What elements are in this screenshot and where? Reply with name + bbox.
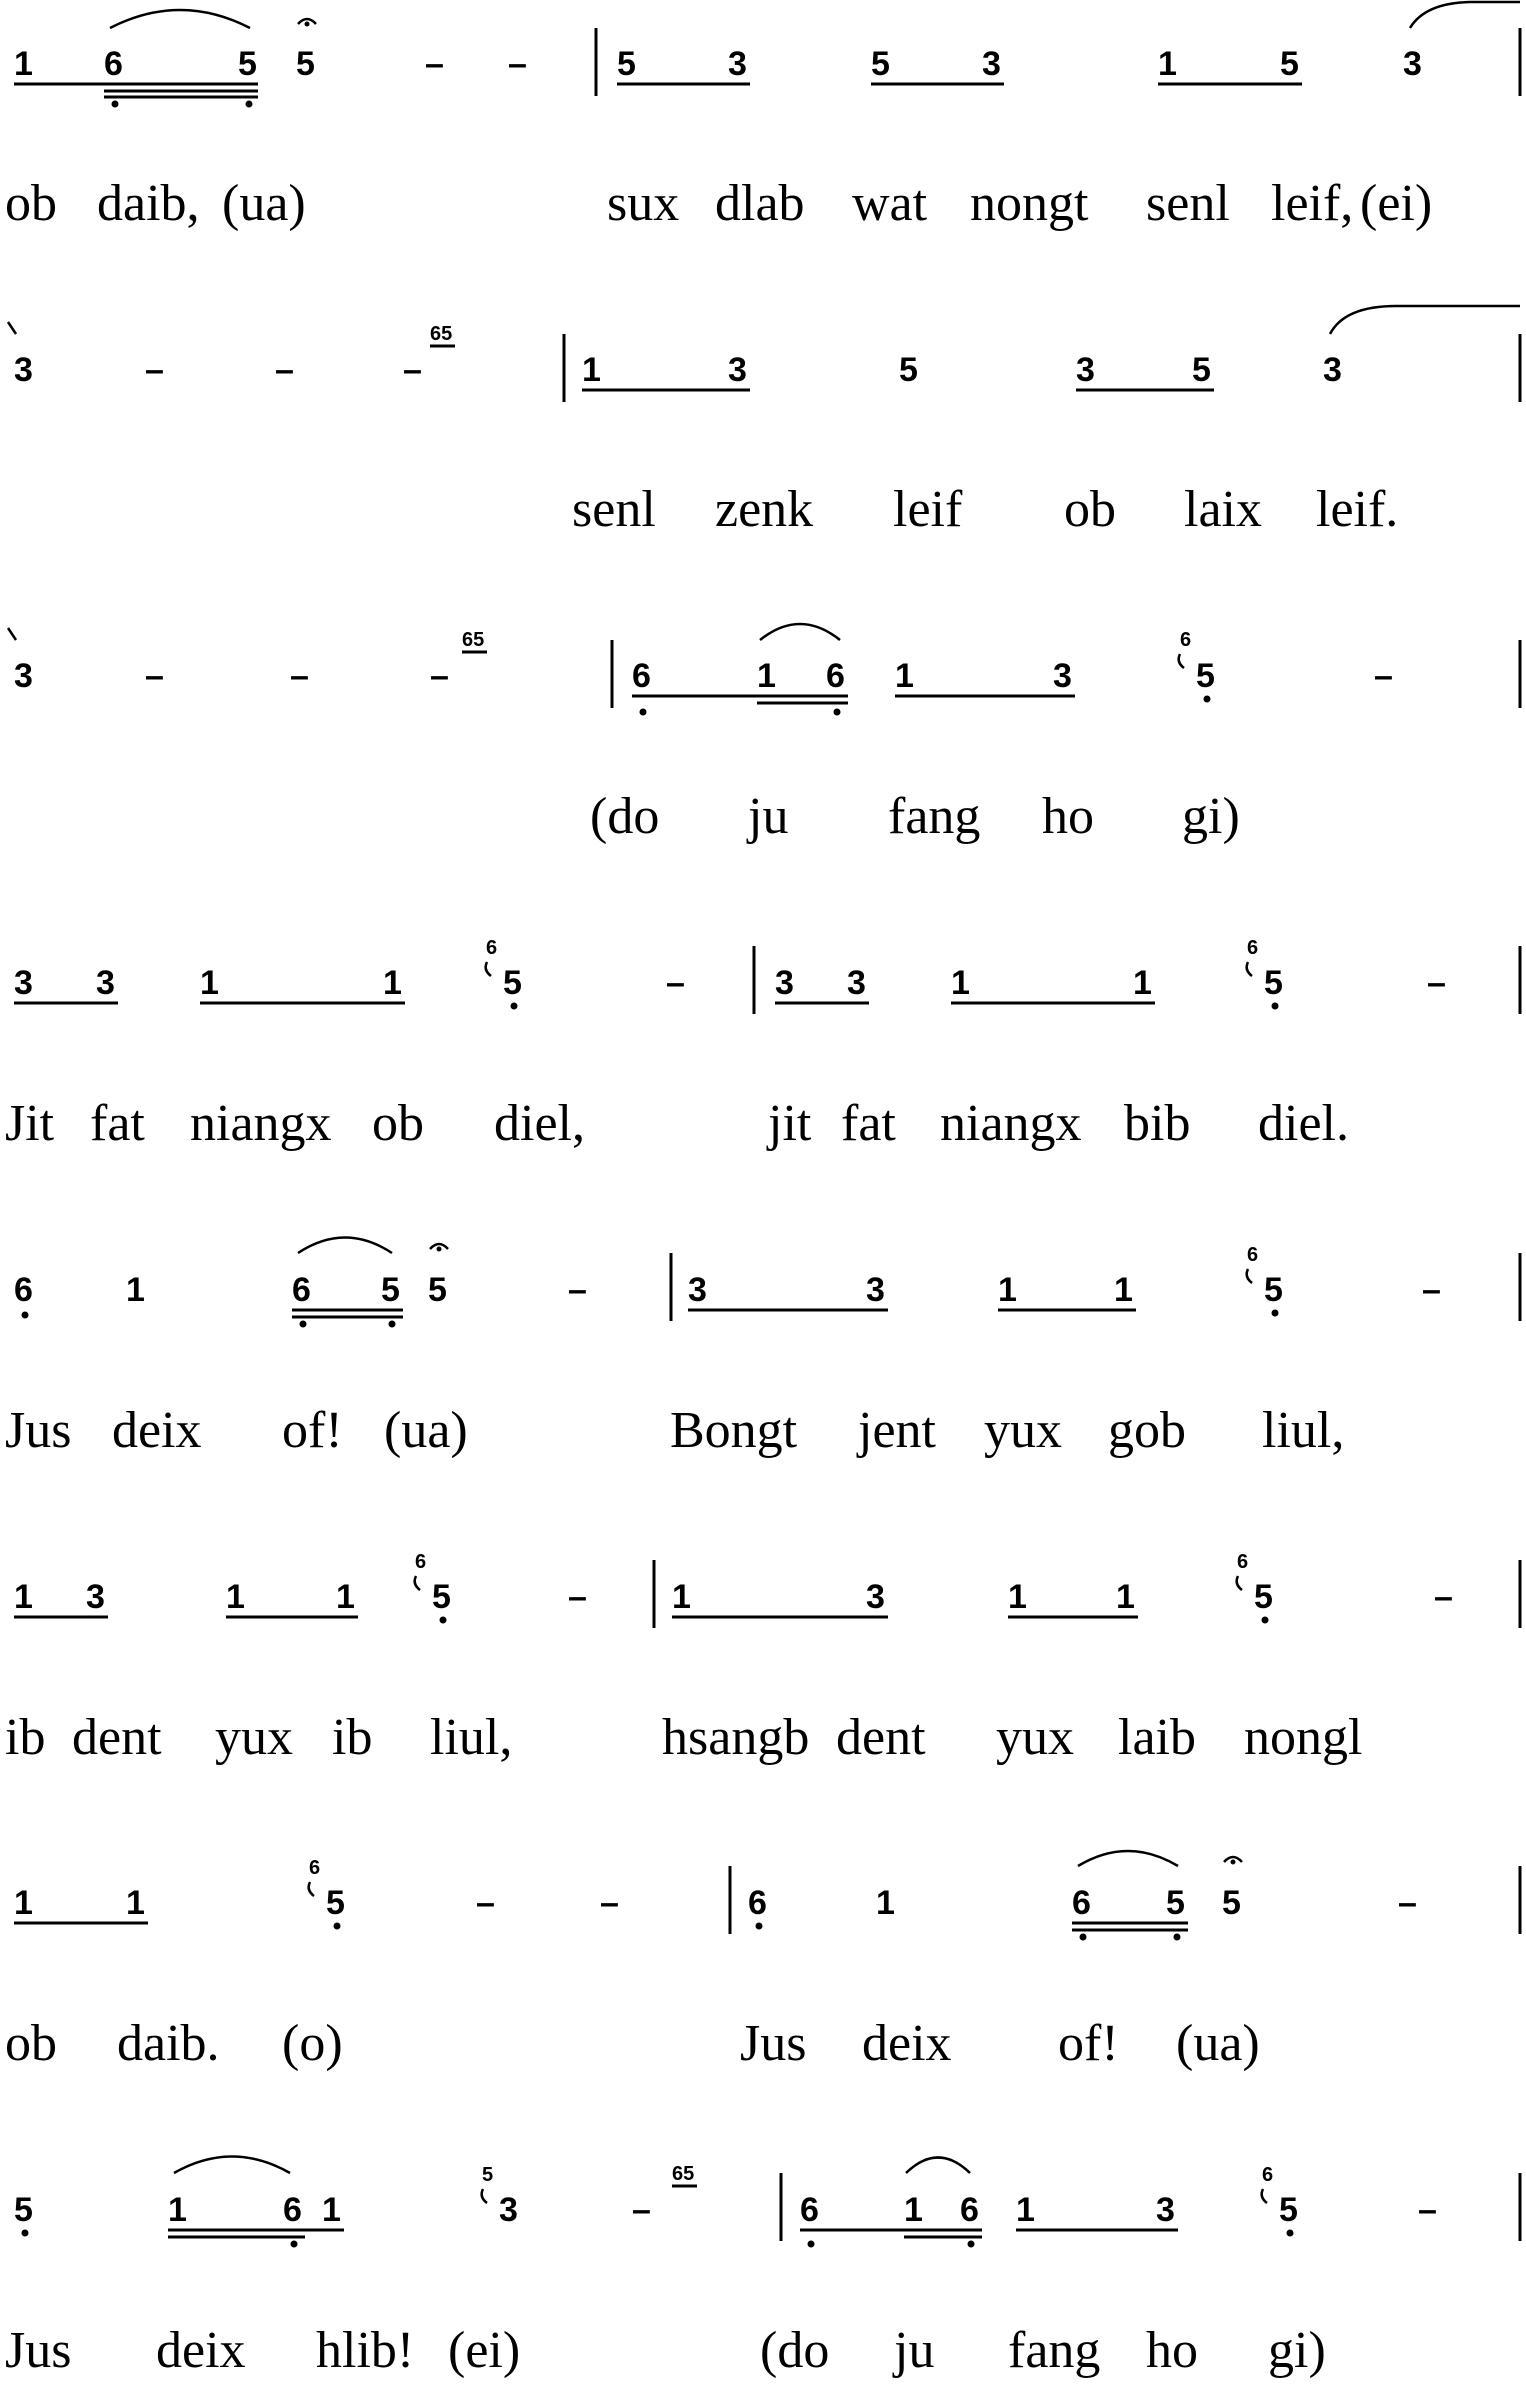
lyric: (o) [282, 2015, 343, 2072]
lyric: yux [984, 1402, 1062, 1459]
lyric: ho [1042, 788, 1094, 845]
slur [760, 624, 840, 640]
grace-note: 6 [415, 1551, 427, 1573]
octave-dot [1262, 1617, 1269, 1624]
octave-dot [1272, 1003, 1279, 1010]
note: 1 [168, 2191, 187, 2229]
note: 3 [1076, 351, 1095, 389]
lyric: ob [5, 2015, 57, 2072]
note: 5 [1264, 1271, 1283, 1309]
lyric: (ei) [1360, 175, 1433, 232]
note: 1 [998, 1271, 1017, 1309]
note: 5 [428, 1271, 447, 1309]
tie [1330, 306, 1520, 334]
note: 5 [1254, 1578, 1273, 1616]
grace-slur [1237, 1576, 1242, 1590]
dash: – [1398, 1884, 1417, 1922]
lyric: (ei) [448, 2322, 521, 2379]
note: 1 [14, 1578, 33, 1616]
lyric: Jus [5, 2322, 72, 2379]
dash: – [425, 45, 444, 83]
lyric: senl [572, 481, 656, 538]
note: 6 [632, 657, 651, 695]
lyric: Jus [5, 1402, 72, 1459]
dash: – [1418, 2191, 1437, 2229]
note: 1 [126, 1271, 145, 1309]
note: 1 [126, 1884, 145, 1922]
lyric: leif [893, 481, 963, 538]
system-5 [5, 1238, 1520, 1460]
dash: – [145, 351, 164, 389]
lyric: hlib! [316, 2322, 415, 2379]
lyric: laix [1184, 481, 1262, 538]
octave-dot [1080, 1934, 1087, 1941]
octave-dot [112, 101, 119, 108]
note: 3 [14, 964, 33, 1002]
lyric: ob [372, 1095, 424, 1152]
notation-row-2 [8, 306, 1520, 402]
slur [298, 1238, 392, 1254]
note: 1 [582, 351, 601, 389]
note: 3 [14, 351, 33, 389]
octave-dot [389, 1321, 396, 1328]
lyric: fat [841, 1095, 896, 1152]
note: 6 [960, 2191, 979, 2229]
note: 1 [1114, 1271, 1133, 1309]
note: 3 [728, 351, 747, 389]
lyric: senl [1146, 175, 1230, 232]
note: 1 [1116, 1578, 1135, 1616]
slur [174, 2157, 290, 2174]
lyric: fat [90, 1095, 145, 1152]
fermata-dot [437, 1247, 442, 1252]
lyric: zenk [715, 481, 814, 538]
note: 1 [951, 964, 970, 1002]
note: 1 [672, 1578, 691, 1616]
note: 5 [1279, 2191, 1298, 2229]
octave-dot [22, 1312, 29, 1319]
note: 6 [292, 1271, 311, 1309]
note: 1 [14, 45, 33, 83]
notation-row-8 [14, 2157, 1520, 2248]
note: 1 [1158, 45, 1177, 83]
lyric: leif, [1271, 175, 1354, 232]
note: 5 [1192, 351, 1211, 389]
grace-tick [8, 628, 16, 640]
grace-note: 6 [1237, 1551, 1249, 1573]
lyric: Jus [740, 2015, 807, 2072]
note: 5 [432, 1578, 451, 1616]
lyric: ho [1146, 2322, 1198, 2379]
system-3 [8, 624, 1520, 845]
lyric: hsangb [662, 1709, 810, 1766]
lyric: ju [748, 788, 789, 845]
notation-row-1 [14, 2, 1520, 108]
note: 6 [826, 657, 845, 695]
lyric: (do [590, 788, 660, 845]
octave-dot [1174, 1934, 1181, 1941]
dash: – [430, 657, 449, 695]
note: 1 [200, 964, 219, 1002]
octave-dot [834, 709, 841, 716]
lyric: Jit [5, 1095, 55, 1152]
dash: – [145, 657, 164, 695]
lyric: deix [156, 2322, 246, 2379]
system-2 [8, 306, 1520, 538]
note: 1 [904, 2191, 923, 2229]
octave-dot [808, 2241, 815, 2248]
note: 6 [1072, 1884, 1091, 1922]
slur [110, 10, 250, 28]
octave-dot [640, 709, 647, 716]
dash: – [403, 351, 422, 389]
dash: – [508, 45, 527, 83]
note: 1 [336, 1578, 355, 1616]
lyric: daib, [97, 175, 200, 232]
note: 6 [283, 2191, 302, 2229]
dash: – [568, 1578, 587, 1616]
octave-dot [22, 2230, 29, 2237]
grace-slur [1179, 654, 1184, 668]
note: 1 [1016, 2191, 1035, 2229]
lyric: ju [894, 2322, 935, 2379]
slur [906, 2158, 970, 2174]
lyric: nongt [970, 175, 1089, 232]
slur [1078, 1851, 1178, 1866]
system-8 [5, 2157, 1520, 2380]
note: 3 [96, 964, 115, 1002]
note: 3 [775, 964, 794, 1002]
system-6 [5, 1551, 1520, 1766]
lyric: liul, [1262, 1402, 1345, 1459]
grace-note: 65 [430, 323, 453, 345]
lyric: (ua) [1176, 2015, 1260, 2072]
lyrics-row-3 [590, 788, 1240, 845]
grace-slur [415, 1576, 420, 1590]
note: 1 [383, 964, 402, 1002]
note: 3 [14, 657, 33, 695]
note: 5 [899, 351, 918, 389]
note: 3 [728, 45, 747, 83]
note: 3 [86, 1578, 105, 1616]
dash: – [476, 1884, 495, 1922]
dash: – [1434, 1578, 1453, 1616]
note: 1 [322, 2191, 341, 2229]
lyric: liul, [430, 1709, 513, 1766]
grace-note: 6 [486, 937, 498, 959]
lyric: dlab [715, 175, 805, 232]
octave-dot [300, 1321, 307, 1328]
note: 1 [757, 657, 776, 695]
grace-tick [8, 322, 16, 334]
system-7 [5, 1851, 1520, 2072]
lyric: dent [836, 1709, 926, 1766]
dash: – [600, 1884, 619, 1922]
lyric: gi) [1268, 2322, 1326, 2379]
note: 3 [866, 1578, 885, 1616]
note: 3 [847, 964, 866, 1002]
note: 1 [876, 1884, 895, 1922]
grace-slur [1262, 2189, 1267, 2203]
lyric: ib [5, 1709, 46, 1766]
note: 1 [226, 1578, 245, 1616]
note: 5 [1222, 1884, 1241, 1922]
octave-dot [1272, 1310, 1279, 1317]
note: 5 [238, 45, 257, 83]
note: 6 [14, 1271, 33, 1309]
note: 3 [1403, 45, 1422, 83]
note: 6 [800, 2191, 819, 2229]
dash: – [290, 657, 309, 695]
note: 5 [1264, 964, 1283, 1002]
lyric: jit [768, 1095, 812, 1152]
note: 5 [1280, 45, 1299, 83]
notation-row-6 [14, 1551, 1520, 1628]
notation-row-3 [8, 624, 1520, 716]
lyrics-row-1 [5, 175, 1432, 232]
note: 3 [1156, 2191, 1175, 2229]
dash: – [632, 2191, 651, 2229]
lyric: bib [1124, 1095, 1191, 1152]
lyric: ob [1064, 481, 1116, 538]
note: 6 [748, 1884, 767, 1922]
lyrics-row-5 [5, 1402, 1344, 1459]
octave-dot [291, 2241, 298, 2248]
octave-dot [246, 101, 253, 108]
grace-note: 6 [309, 1857, 321, 1879]
grace-note: 6 [1262, 2164, 1274, 2186]
lyric: niangx [190, 1095, 332, 1152]
note: 5 [296, 45, 315, 83]
note: 6 [104, 45, 123, 83]
note: 1 [14, 1884, 33, 1922]
lyric: daib. [117, 2015, 220, 2072]
lyric: Bongt [670, 1402, 798, 1459]
note: 5 [1166, 1884, 1185, 1922]
lyric: yux [996, 1709, 1074, 1766]
lyric: gi) [1182, 788, 1240, 845]
note: 5 [326, 1884, 345, 1922]
lyric: fang [888, 788, 981, 845]
lyric: deix [862, 2015, 952, 2072]
grace-slur [486, 962, 491, 976]
note: 3 [1053, 657, 1072, 695]
dash: – [1374, 657, 1393, 695]
lyric: gob [1108, 1402, 1186, 1459]
note: 3 [982, 45, 1001, 83]
grace-slur [482, 2189, 487, 2203]
lyric: ib [332, 1709, 373, 1766]
octave-dot [756, 1923, 763, 1930]
note: 3 [1323, 351, 1342, 389]
lyric: diel. [1258, 1095, 1349, 1152]
fermata-dot [305, 22, 310, 27]
grace-slur [309, 1882, 314, 1896]
lyrics-row-6 [5, 1709, 1362, 1766]
grace-note: 6 [1247, 937, 1259, 959]
lyric: jent [858, 1402, 936, 1459]
lyric: deix [112, 1402, 202, 1459]
lyric: dent [72, 1709, 162, 1766]
system-4 [5, 937, 1520, 1152]
octave-dot [334, 1923, 341, 1930]
lyrics-row-7 [5, 2015, 1260, 2072]
lyric: yux [215, 1709, 293, 1766]
note: 3 [499, 2191, 518, 2229]
dash: – [1422, 1271, 1441, 1309]
lyric: sux [607, 175, 680, 232]
lyric: ob [5, 175, 57, 232]
lyrics-row-8 [5, 2322, 1326, 2379]
lyric: diel, [494, 1095, 585, 1152]
system-1 [5, 2, 1520, 232]
lyric: (ua) [384, 1402, 468, 1459]
lyrics-row-2 [572, 481, 1398, 538]
grace-note: 6 [1180, 629, 1192, 651]
octave-dot [511, 1003, 518, 1010]
octave-dot [968, 2241, 975, 2248]
note: 5 [14, 2191, 33, 2229]
dash: – [666, 964, 685, 1002]
dash: – [1427, 964, 1446, 1002]
note: 3 [866, 1271, 885, 1309]
note: 1 [895, 657, 914, 695]
dash: – [568, 1271, 587, 1309]
octave-dot [440, 1617, 447, 1624]
note: 3 [688, 1271, 707, 1309]
note: 5 [503, 964, 522, 1002]
notation-row-5 [14, 1238, 1520, 1328]
octave-dot [1204, 696, 1211, 703]
lyric: (ua) [222, 175, 306, 232]
octave-dot [1287, 2230, 1294, 2237]
note: 1 [1133, 964, 1152, 1002]
grace-slur [1247, 962, 1252, 976]
grace-note: 5 [482, 2164, 494, 2186]
lyric: of! [282, 1402, 343, 1459]
lyric: (do [760, 2322, 830, 2379]
note: 5 [1196, 657, 1215, 695]
lyric: laib [1118, 1709, 1196, 1766]
lyric: fang [1008, 2322, 1101, 2379]
grace-note: 65 [672, 2163, 695, 2185]
note: 5 [381, 1271, 400, 1309]
dash: – [275, 351, 294, 389]
lyric: niangx [940, 1095, 1082, 1152]
grace-slur [1247, 1269, 1252, 1283]
lyric: nongl [1244, 1709, 1363, 1766]
notation-row-4 [14, 937, 1520, 1014]
lyrics-row-4 [5, 1095, 1349, 1152]
notation-row-7 [14, 1851, 1520, 1941]
grace-note: 6 [1247, 1244, 1259, 1266]
note: 5 [871, 45, 890, 83]
lyric: of! [1058, 2015, 1119, 2072]
tie [1410, 2, 1520, 28]
note: 5 [617, 45, 636, 83]
note: 1 [1008, 1578, 1027, 1616]
lyric: leif. [1316, 481, 1399, 538]
lyric: wat [852, 175, 928, 232]
grace-note: 65 [462, 629, 485, 651]
fermata-dot [1231, 1860, 1236, 1865]
